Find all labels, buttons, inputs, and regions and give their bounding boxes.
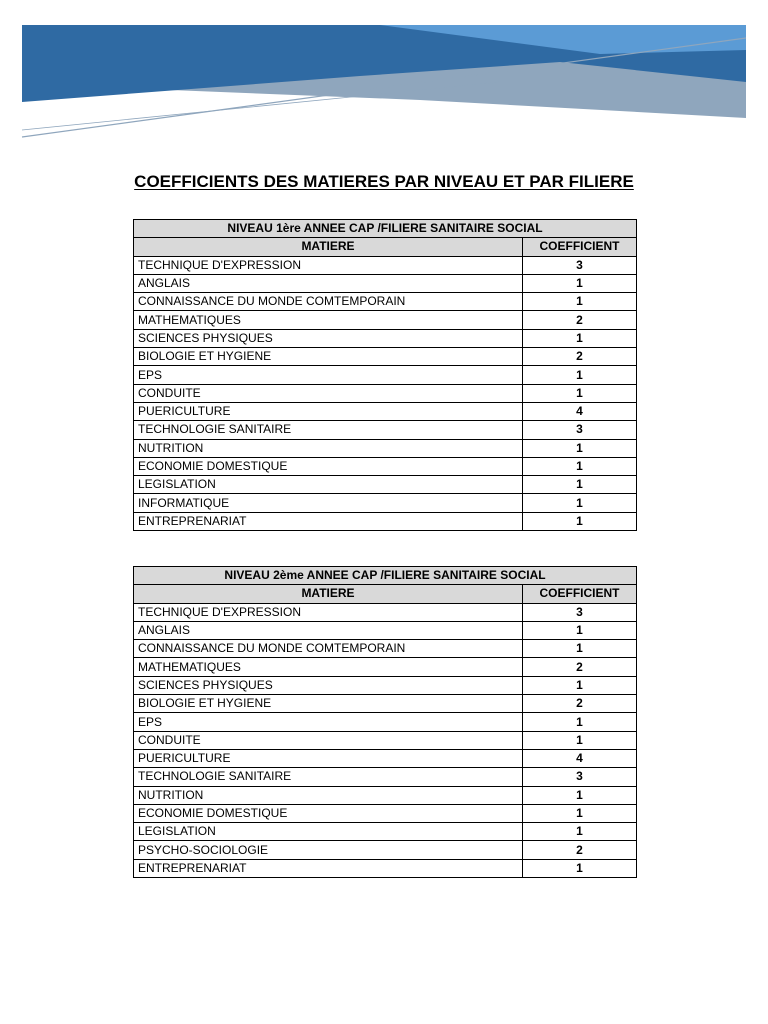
table-row: [134, 329, 637, 347]
coefficient-cell: 2: [523, 841, 637, 859]
subject-cell: EPS: [134, 713, 523, 731]
subject-cell: CONDUITE: [134, 731, 523, 749]
subject-cell: CONDUITE: [134, 384, 523, 402]
column-header-coefficient: COEFFICIENT: [523, 585, 637, 603]
coefficient-cell: 1: [523, 457, 637, 475]
coefficient-cell: 1: [523, 804, 637, 822]
coefficient-cell: 1: [523, 384, 637, 402]
table-row: [134, 402, 637, 420]
table-row: [134, 676, 637, 694]
coefficient-cell: 3: [523, 603, 637, 621]
table-row: [134, 348, 637, 366]
table-row: [134, 293, 637, 311]
table-row: [134, 731, 637, 749]
page-title: COEFFICIENTS DES MATIERES PAR NIVEAU ET PAR FILIERE: [134, 172, 634, 191]
table-row: [134, 658, 637, 676]
table-row: [134, 311, 637, 329]
coefficient-cell: 1: [523, 676, 637, 694]
table-row: [134, 713, 637, 731]
coefficient-cell: 2: [523, 348, 637, 366]
table-row: [134, 457, 637, 475]
coefficient-cell: 1: [523, 731, 637, 749]
table-row: [134, 384, 637, 402]
subject-cell: PUERICULTURE: [134, 402, 523, 420]
coefficient-cell: 3: [523, 256, 637, 274]
table-row: [134, 494, 637, 512]
header-banner: [0, 0, 768, 150]
coefficient-cell: 1: [523, 823, 637, 841]
subject-cell: SCIENCES PHYSIQUES: [134, 676, 523, 694]
subject-cell: ANGLAIS: [134, 621, 523, 639]
coefficient-cell: 1: [523, 439, 637, 457]
table-row: [134, 786, 637, 804]
table-row: [134, 439, 637, 457]
coefficient-cell: 1: [523, 621, 637, 639]
table-row: [134, 476, 637, 494]
table-heading: NIVEAU 2ème ANNEE CAP /FILIERE SANITAIRE SOCIAL: [134, 567, 637, 585]
coefficient-cell: 1: [523, 366, 637, 384]
column-header-matiere: MATIERE: [134, 238, 523, 256]
coefficient-cell: 4: [523, 749, 637, 767]
subject-cell: TECHNOLOGIE SANITAIRE: [134, 768, 523, 786]
coefficient-cell: 1: [523, 640, 637, 658]
subject-cell: CONNAISSANCE DU MONDE COMTEMPORAIN: [134, 640, 523, 658]
subject-cell: ANGLAIS: [134, 274, 523, 292]
subject-cell: INFORMATIQUE: [134, 494, 523, 512]
coefficient-cell: 1: [523, 494, 637, 512]
table-row: [134, 749, 637, 767]
table-row: [134, 640, 637, 658]
table-row: [134, 804, 637, 822]
table-row: [134, 603, 637, 621]
subject-cell: MATHEMATIQUES: [134, 658, 523, 676]
table-row: [134, 421, 637, 439]
subject-cell: LEGISLATION: [134, 476, 523, 494]
coefficient-cell: 1: [523, 274, 637, 292]
subject-cell: BIOLOGIE ET HYGIENE: [134, 348, 523, 366]
subject-cell: ENTREPRENARIAT: [134, 512, 523, 530]
coefficient-table-2: [133, 566, 637, 878]
table-row: [134, 366, 637, 384]
table-heading: NIVEAU 1ère ANNEE CAP /FILIERE SANITAIRE SOCIAL: [134, 220, 637, 238]
table-row: [134, 859, 637, 877]
subject-cell: TECHNOLOGIE SANITAIRE: [134, 421, 523, 439]
coefficient-cell: 4: [523, 402, 637, 420]
table-row: [134, 274, 637, 292]
coefficient-cell: 1: [523, 713, 637, 731]
subject-cell: EPS: [134, 366, 523, 384]
subject-cell: NUTRITION: [134, 439, 523, 457]
coefficient-cell: 1: [523, 786, 637, 804]
column-header-matiere: MATIERE: [134, 585, 523, 603]
subject-cell: ECONOMIE DOMESTIQUE: [134, 804, 523, 822]
coefficient-cell: 1: [523, 329, 637, 347]
subject-cell: SCIENCES PHYSIQUES: [134, 329, 523, 347]
subject-cell: BIOLOGIE ET HYGIENE: [134, 695, 523, 713]
subject-cell: ENTREPRENARIAT: [134, 859, 523, 877]
subject-cell: PUERICULTURE: [134, 749, 523, 767]
subject-cell: ECONOMIE DOMESTIQUE: [134, 457, 523, 475]
table-row: [134, 256, 637, 274]
coefficient-cell: 3: [523, 421, 637, 439]
coefficient-cell: 2: [523, 311, 637, 329]
coefficient-cell: 1: [523, 512, 637, 530]
coefficient-table-1: [133, 219, 637, 531]
subject-cell: TECHNIQUE D'EXPRESSION: [134, 256, 523, 274]
subject-cell: MATHEMATIQUES: [134, 311, 523, 329]
table-row: [134, 621, 637, 639]
table-row: [134, 695, 637, 713]
subject-cell: LEGISLATION: [134, 823, 523, 841]
subject-cell: CONNAISSANCE DU MONDE COMTEMPORAIN: [134, 293, 523, 311]
subject-cell: TECHNIQUE D'EXPRESSION: [134, 603, 523, 621]
coefficient-cell: 2: [523, 695, 637, 713]
table-row: [134, 823, 637, 841]
coefficient-cell: 1: [523, 293, 637, 311]
coefficient-cell: 3: [523, 768, 637, 786]
subject-cell: NUTRITION: [134, 786, 523, 804]
table-row: [134, 841, 637, 859]
coefficient-cell: 1: [523, 859, 637, 877]
table-row: [134, 768, 637, 786]
coefficient-cell: 1: [523, 476, 637, 494]
coefficient-cell: 2: [523, 658, 637, 676]
subject-cell: PSYCHO-SOCIOLOGIE: [134, 841, 523, 859]
table-row: [134, 512, 637, 530]
column-header-coefficient: COEFFICIENT: [523, 238, 637, 256]
